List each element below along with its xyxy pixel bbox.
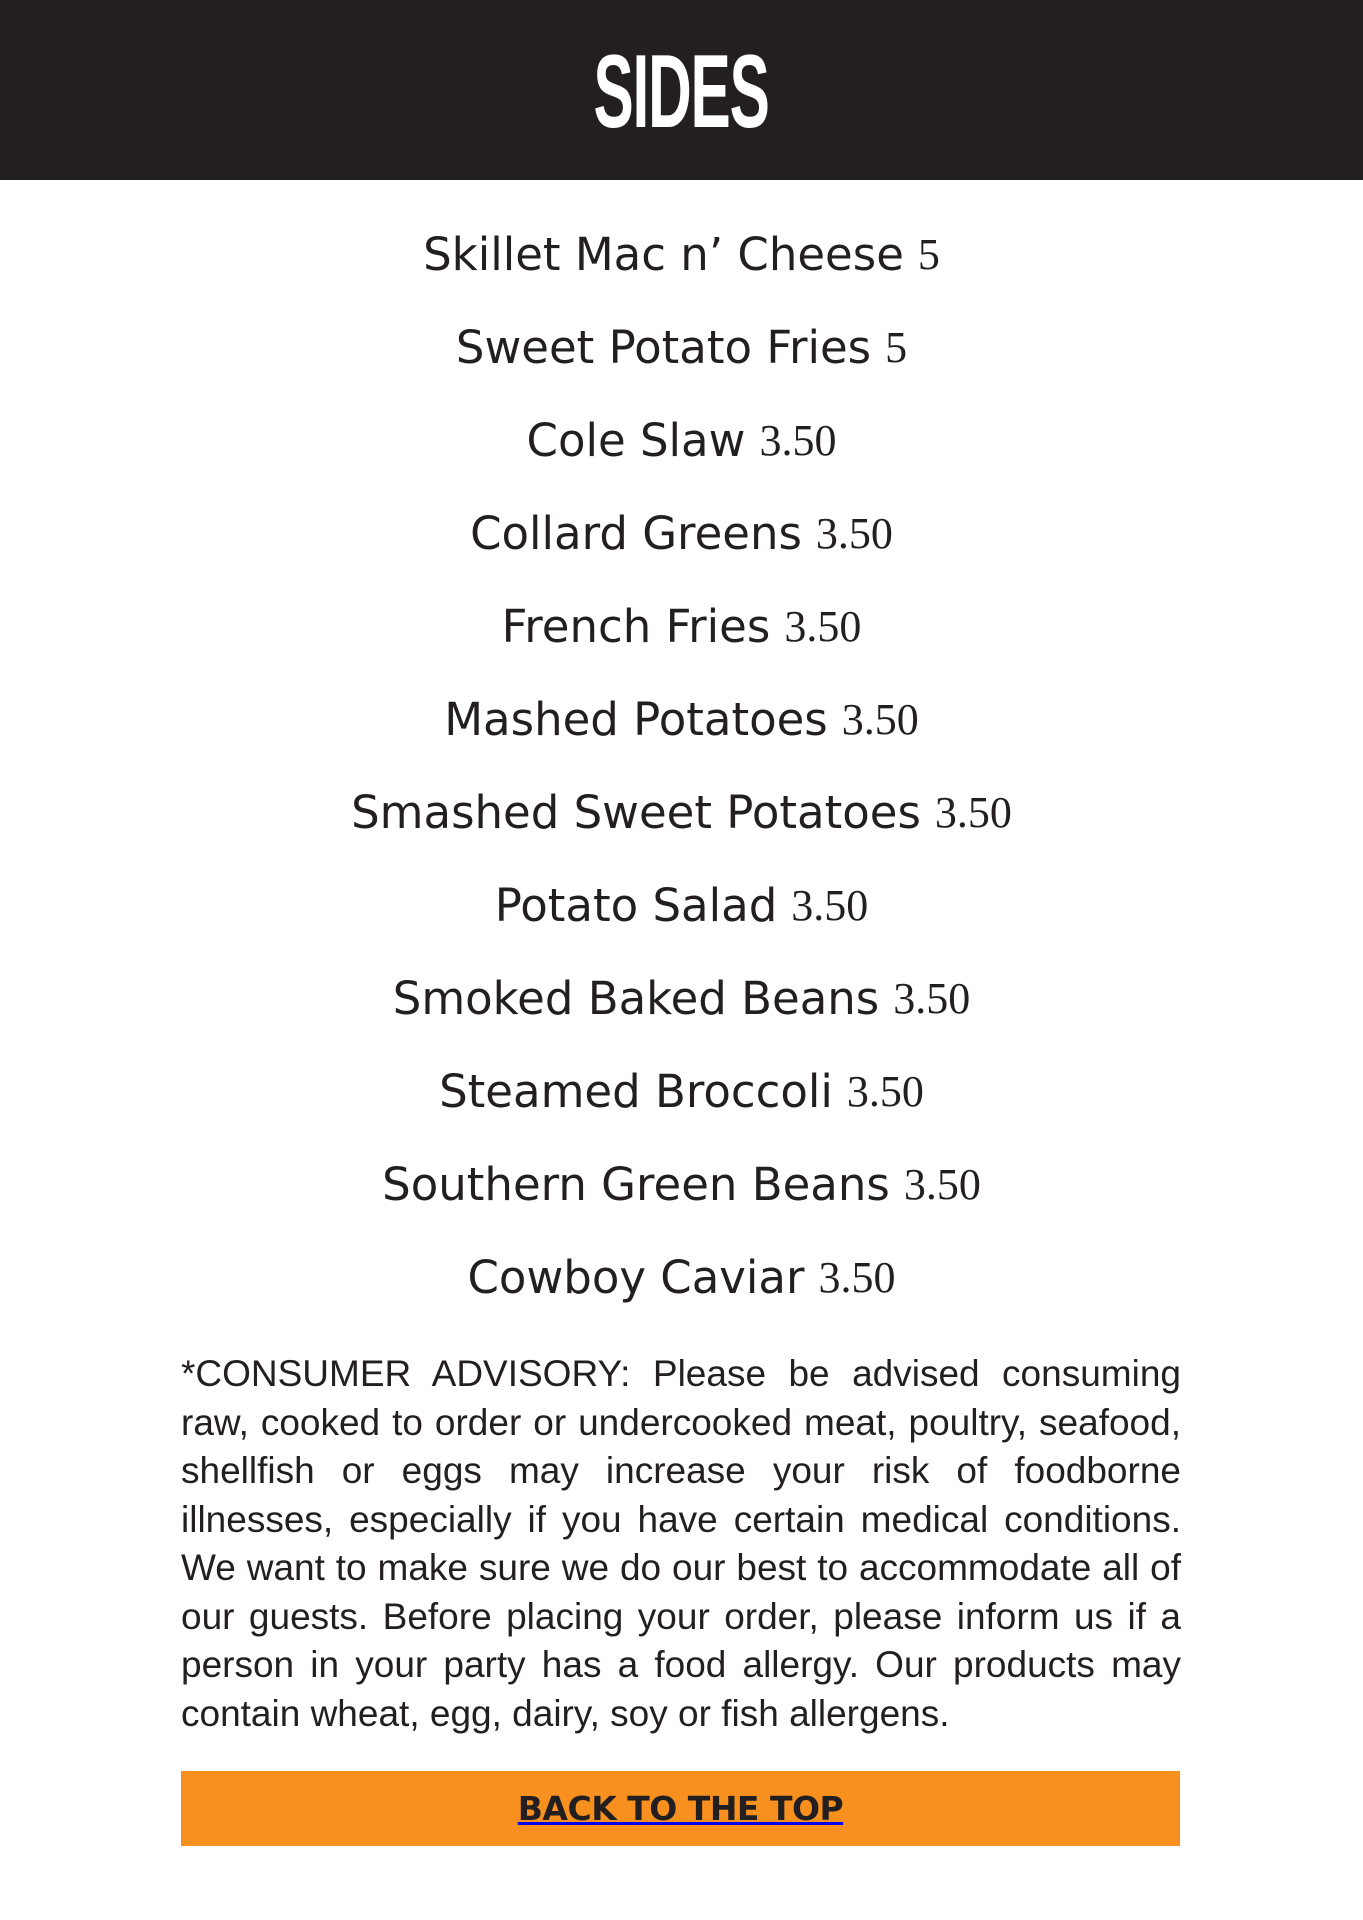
menu-item-name: Cole Slaw xyxy=(526,414,746,467)
menu-item xyxy=(0,952,1363,1045)
menu-item xyxy=(0,208,1363,301)
menu-item-name: Mashed Potatoes xyxy=(444,693,828,746)
menu-item-name: Sweet Potato Fries xyxy=(455,321,872,374)
menu-item-name: French Fries xyxy=(501,600,771,653)
menu-item-price: 3.50 xyxy=(791,881,869,930)
menu-item xyxy=(0,394,1363,487)
menu-item-name: Potato Salad xyxy=(494,879,778,932)
back-to-top-label: BACK TO THE TOP xyxy=(517,1789,844,1828)
sides-menu-list xyxy=(0,208,1363,1324)
menu-item-price: 3.50 xyxy=(903,1160,981,1209)
menu-item-price: 3.50 xyxy=(893,974,971,1023)
menu-item-price: 3.50 xyxy=(841,695,919,744)
menu-item xyxy=(0,1231,1363,1324)
menu-item-name: Cowboy Caviar xyxy=(467,1251,805,1304)
menu-item-price: 3.50 xyxy=(846,1067,924,1116)
menu-item xyxy=(0,301,1363,394)
menu-item-price: 5 xyxy=(885,323,908,372)
menu-item xyxy=(0,580,1363,673)
menu-item-name: Skillet Mac n’ Cheese xyxy=(423,228,904,281)
menu-item xyxy=(0,766,1363,859)
menu-item xyxy=(0,487,1363,580)
menu-item xyxy=(0,673,1363,766)
menu-item-name: Smashed Sweet Potatoes xyxy=(351,786,921,839)
back-to-top-button[interactable] xyxy=(181,1771,1180,1846)
menu-item-price: 3.50 xyxy=(815,509,893,558)
menu-item-name: Collard Greens xyxy=(470,507,802,560)
menu-item xyxy=(0,859,1363,952)
page-header xyxy=(0,0,1363,180)
menu-item xyxy=(0,1045,1363,1138)
page-title: SIDES xyxy=(593,34,770,150)
menu-item xyxy=(0,1138,1363,1231)
consumer-advisory-text: *CONSUMER ADVISORY: Please be advised consuming raw, cooked to order or undercooked meat, poultry, seafood, shellfish or eggs may increase your risk of foodborne illnesses, especially if you have certain medical conditions. We want to make sure we do our best to accommodate all of our guests. Before placing your order, please inform us if a person in your party has a food allergy. Our products may contain wheat, egg, dairy, soy or fish allergens. xyxy=(181,1353,1181,1734)
menu-item-price: 5 xyxy=(917,230,940,279)
menu-item-price: 3.50 xyxy=(818,1253,896,1302)
menu-item-price: 3.50 xyxy=(759,416,837,465)
menu-item-price: 3.50 xyxy=(784,602,862,651)
menu-item-name: Southern Green Beans xyxy=(382,1158,890,1211)
menu-item-name: Smoked Baked Beans xyxy=(392,972,880,1025)
menu-item-name: Steamed Broccoli xyxy=(439,1065,833,1118)
menu-item-price: 3.50 xyxy=(934,788,1012,837)
